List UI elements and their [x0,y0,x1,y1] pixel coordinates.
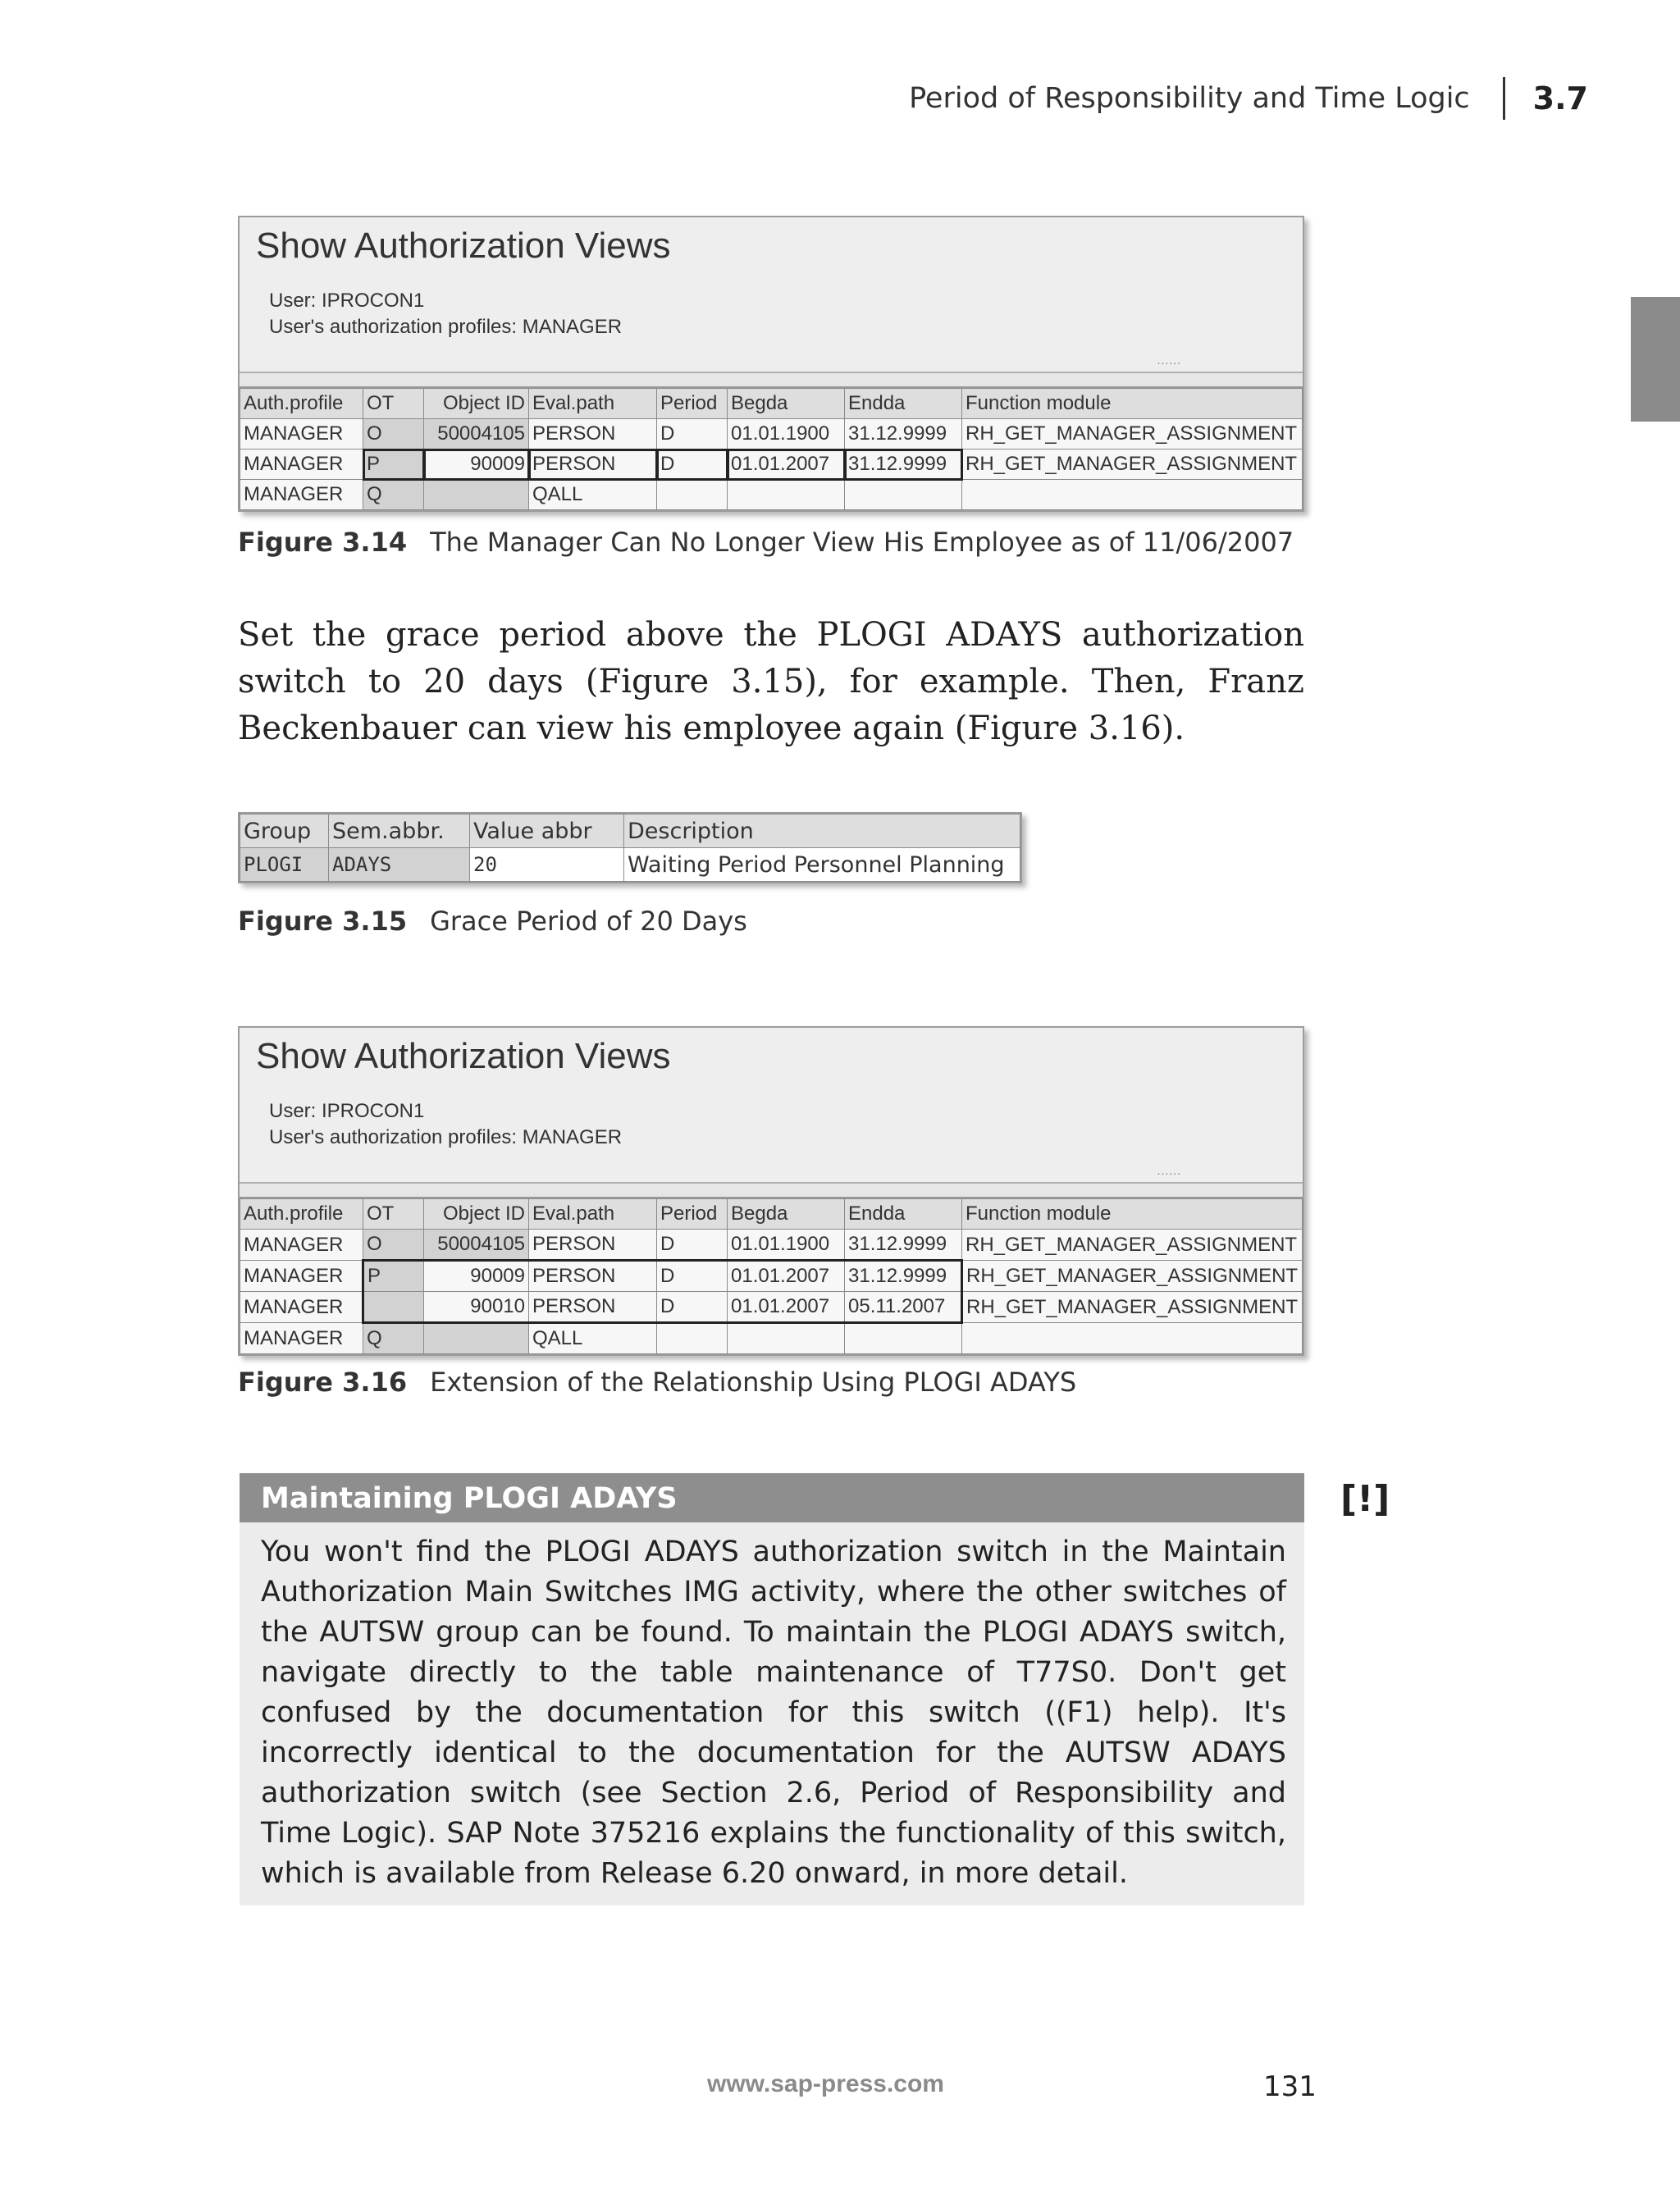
table-row[interactable] [240,1292,1303,1323]
fig16-profiles-line: User's authorization profiles: MANAGER [269,1126,623,1148]
col-sem-abbr[interactable]: Sem.abbr. [329,815,470,848]
cell-begda [728,480,845,510]
section-number: 3.7 [1532,80,1588,116]
fig16-user-line: User: IPROCON1 [269,1100,425,1122]
col-auth-profile[interactable]: Auth.profile [240,1199,363,1230]
fig14-splitter [240,373,1303,388]
cell-object-id: 90010 [424,1292,529,1323]
fig14-splitter-handle[interactable]: ...... [1157,354,1181,367]
cell-eval-path: QALL [529,480,657,510]
col-eval-path[interactable]: Eval.path [529,389,657,419]
cell-sem-abbr: ADAYS [329,848,470,882]
col-function-module[interactable]: Function module [962,1199,1303,1230]
cell-object-id: 50004105 [424,419,529,449]
value-abbr-input[interactable]: 20 [470,848,624,882]
col-endda[interactable]: Endda [845,1199,962,1230]
f1-key: (F1) [1055,1696,1113,1729]
table-row[interactable] [240,480,1303,510]
fig14-profiles-line: User's authorization profiles: MANAGER [269,316,623,338]
col-auth-profile[interactable]: Auth.profile [240,389,363,419]
cell-group: PLOGI [240,848,329,882]
cell-object-id: 90009 [424,1261,529,1292]
col-object-id[interactable]: Object ID [424,389,529,419]
running-header [909,75,1588,121]
cell-endda: 31.12.9999 [845,449,962,480]
cell-eval-path: QALL [529,1323,657,1354]
col-period[interactable]: Period [657,1199,728,1230]
col-object-id[interactable]: Object ID [424,1199,529,1230]
cell-begda: 01.01.1900 [728,1230,845,1261]
cell-function-module: RH_GET_MANAGER_ASSIGNMENT [962,419,1303,449]
cell-period: D [657,1292,728,1323]
cell-function-module: RH_GET_MANAGER_ASSIGNMENT [962,1292,1303,1323]
cell-auth-profile: MANAGER [240,1230,363,1261]
cell-auth-profile: MANAGER [240,419,363,449]
table-row[interactable] [240,848,1020,882]
header-divider [1503,77,1505,120]
table-row[interactable] [240,1261,1303,1292]
cell-period: D [657,1261,728,1292]
cell-ot: P [363,1261,424,1292]
fig14-table [240,388,1303,510]
cell-begda: 01.01.1900 [728,419,845,449]
col-begda[interactable]: Begda [728,389,845,419]
fig14-user-line: User: IPROCON1 [269,290,425,312]
cell-description: Waiting Period Personnel Planning [624,848,1020,882]
fig16-header-row [240,1199,1303,1230]
cell-ot [363,1292,424,1323]
fig14-caption [238,527,1294,558]
note-box [240,1473,1304,1905]
col-description[interactable]: Description [624,815,1020,848]
cell-ot: Q [363,1323,424,1354]
col-function-module[interactable]: Function module [962,389,1303,419]
cell-eval-path: PERSON [529,1261,657,1292]
fig16-screenshot [238,1026,1304,1356]
table-row[interactable] [240,1323,1303,1354]
cell-object-id: 50004105 [424,1230,529,1261]
cell-begda: 01.01.2007 [728,1292,845,1323]
col-value-abbr[interactable]: Value abbr [470,815,624,848]
cell-function-module [962,480,1303,510]
cell-eval-path: PERSON [529,449,657,480]
fig16-caption-label: Figure 3.16 [238,1367,408,1398]
col-period[interactable]: Period [657,389,728,419]
fig16-table [240,1198,1303,1354]
fig15-header-row [240,815,1020,848]
cell-object-id [424,1323,529,1354]
fig14-caption-label: Figure 3.14 [238,527,408,558]
cell-period: D [657,419,728,449]
fig14-window-title: Show Authorization Views [256,226,671,266]
cell-begda [728,1323,845,1354]
cell-auth-profile: MANAGER [240,1292,363,1323]
cell-period [657,480,728,510]
cell-auth-profile: MANAGER [240,480,363,510]
col-begda[interactable]: Begda [728,1199,845,1230]
note-text-part2: help). It's incorrectly identical to the documentation for the AUTSW ADAYS authorization switch (see Section 2.6, Period of Responsibility and Time Logic). SAP Note 375216 explains the functionality of this switch, which is available from Release 6.20 onward, in more detail. [261,1696,1286,1890]
col-group[interactable]: Group [240,815,329,848]
cell-endda: 31.12.9999 [845,1261,962,1292]
note-text-part1: You won't find the PLOGI ADAYS authorization switch in the Maintain Authorization Main Switches IMG activity, where the other switches of the AUTSW group can be found. To maintain the PLOGI ADAYS switch, navigate directly to the table maintenance of T77S0. Don't get confused by the documentation for this switch ( [261,1536,1286,1729]
col-endda[interactable]: Endda [845,389,962,419]
fig15-caption-text: Grace Period of 20 Days [430,906,747,937]
col-eval-path[interactable]: Eval.path [529,1199,657,1230]
cell-period [657,1323,728,1354]
cell-auth-profile: MANAGER [240,449,363,480]
cell-function-module: RH_GET_MANAGER_ASSIGNMENT [962,1261,1303,1292]
cell-ot: P [363,449,424,480]
cell-begda: 01.01.2007 [728,449,845,480]
cell-ot: O [363,419,424,449]
body-paragraph: Set the grace period above the PLOGI ADAYS authorization switch to 20 days (Figure 3.15), for example. Then, Franz Beckenbauer can view his employee again (Figure 3.16). [238,616,1304,747]
col-ot[interactable]: OT [363,1199,424,1230]
cell-endda: 05.11.2007 [845,1292,962,1323]
warning-marker-icon: [!] [1340,1478,1390,1520]
table-row[interactable] [240,419,1303,449]
cell-auth-profile: MANAGER [240,1323,363,1354]
fig14-header-row [240,389,1303,419]
cell-endda [845,1323,962,1354]
cell-function-module [962,1323,1303,1354]
cell-ot: Q [363,480,424,510]
cell-endda: 31.12.9999 [845,1230,962,1261]
fig15-caption-label: Figure 3.15 [238,906,408,937]
note-body [240,1522,1304,1905]
fig15-table [240,814,1020,882]
table-row[interactable] [240,449,1303,480]
table-row[interactable] [240,1230,1303,1261]
cell-function-module: RH_GET_MANAGER_ASSIGNMENT [962,1230,1303,1261]
cell-eval-path: PERSON [529,419,657,449]
cell-auth-profile: MANAGER [240,1261,363,1292]
cell-object-id: 90009 [424,449,529,480]
cell-begda: 01.01.2007 [728,1261,845,1292]
cell-object-id [424,480,529,510]
cell-period: D [657,1230,728,1261]
cell-ot: O [363,1230,424,1261]
fig14-screenshot [238,216,1304,512]
fig16-splitter [240,1184,1303,1198]
fig16-caption-text: Extension of the Relationship Using PLOGI ADAYS [430,1367,1077,1398]
fig15-caption [238,906,747,937]
note-heading: Maintaining PLOGI ADAYS [240,1473,1304,1522]
cell-endda: 31.12.9999 [845,419,962,449]
fig15-screenshot [238,812,1022,883]
fig16-header [240,1028,1303,1184]
footer-url: www.sap-press.com [707,2070,944,2097]
cell-eval-path: PERSON [529,1292,657,1323]
fig16-caption [238,1367,1076,1398]
chapter-thumb-tab [1631,297,1680,422]
cell-eval-path: PERSON [529,1230,657,1261]
cell-period: D [657,449,728,480]
col-ot[interactable]: OT [363,389,424,419]
cell-endda [845,480,962,510]
fig14-caption-text: The Manager Can No Longer View His Employee as of 11/06/2007 [430,527,1294,558]
chapter-title: Period of Responsibility and Time Logic [909,82,1470,115]
page-number: 131 [1263,2070,1317,2103]
fig16-splitter-handle[interactable]: ...... [1157,1164,1181,1177]
fig14-header [240,217,1303,373]
cell-function-module: RH_GET_MANAGER_ASSIGNMENT [962,449,1303,480]
fig16-window-title: Show Authorization Views [256,1036,671,1076]
